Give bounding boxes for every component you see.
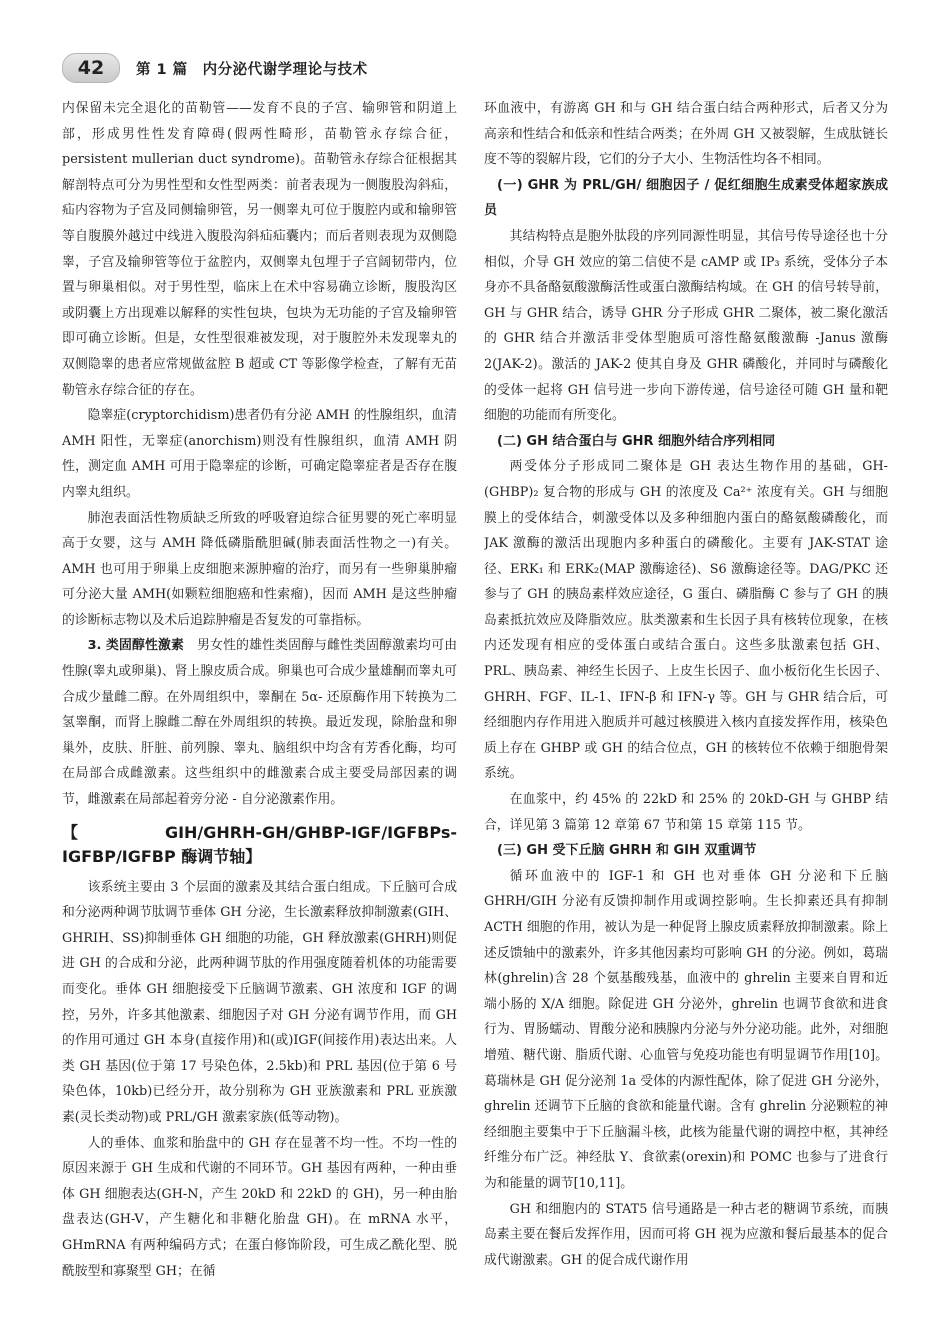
subsection-heading: (一) GHR 为 PRL/GH/ 细胞因子 / 促红细胞生成素受体超家族成员 <box>484 177 888 219</box>
page-header <box>62 52 368 84</box>
paragraph-text: 男女性的雄性类固醇与雌性类固醇激素均可由性腺(睾丸或卵巢)、肾上腺皮质合成。卵巢也可合成少量雄酮而睾丸可合成少量雌二醇。在外周组织中，睾酮在 5α- 还原酶作用下转换为二氢睾酮，而肾上腺雌二醇在外周组织的转换。最近发现，除胎盘和卵巢外，皮肤、肝脏、前列腺、睾丸、脑组织中均含有芳香化酶，均可在局部合成雌激素。这些组织中的雌激素合成主要受局部因素的调节，雌激素在局部起着旁分泌 - 自分泌激素作用。 <box>62 638 457 808</box>
running-head: 第 1 篇 内分泌代谢学理论与技术 <box>136 61 368 78</box>
paragraph: GH 和细胞内的 STAT5 信号通路是一种古老的糖调节系统，而胰岛素主要在餐后发挥作用，因而可将 GH 视为应激和餐后最基本的促合成代谢激素。GH 的促合成代谢作用 <box>484 1201 888 1268</box>
paragraph: 循环血液中的 IGF-1 和 GH 也对垂体 GH 分泌和下丘脑 GHRH/GIH 分泌有反馈抑制作用或调控影响。生长抑素还具有抑制 ACTH 细胞的作用，被认为是一种促肾上腺皮质素释放抑制激素。除上述反馈轴中的激素外，许多其他因素均可影响 GH 的分泌。例如，葛瑞林(ghrelin)含 28 个氨基酸残基，血液中的 ghrelin 主要来自胃和近端小肠的 X/A 细胞。除促进 GH 分泌外，ghrelin 也调节食欲和进食行为、胃肠蠕动、胃酸分泌和胰腺内分泌与外分泌功能。此外，对细胞增殖、糖代谢、脂质代谢、心血管与免疫功能也有明显调节作用[10]。葛瑞林是 GH 促分泌剂 1a 受体的内源性配体，除了促进 GH 分泌外，ghrelin 还调节下丘脑的食欲和能量代谢。含有 ghrelin 分泌颗粒的神经细胞主要集中于下丘脑漏斗核，此核为能量代谢的调控中枢，其神经纤维分布广泛。神经肽 Y、食欲素(orexin)和 POMC 也参与了进食行为和能量的调节[10,11]。 <box>484 868 888 1191</box>
subsection-heading: (二) GH 结合蛋白与 GHR 细胞外结合序列相同 <box>497 433 776 449</box>
section-title: 【GIH/GHRH-GH/GHBP-IGF/IGFBPs-IGFBP/IGFBP 酶调节轴】 <box>62 822 457 866</box>
paragraph: 人的垂体、血浆和胎盘中的 GH 存在显著不均一性。不均一性的原因来源于 GH 生成和代谢的不同环节。GH 基因有两种，一种由垂体 GH 细胞表达(GH-N，产生 20kD 和 22kD 的 GH)，另一种由胎盘表达(GH-V，产生糖化和非糖化胎盘 GH)。在 mRNA 水平，GHmRNA 有两种编码方式；在蛋白修饰阶段，可生成乙酰化型、脱酰胺型和寡聚型 GH；在循 <box>62 1135 457 1279</box>
left-column <box>62 96 457 1306</box>
paragraph: 该系统主要由 3 个层面的激素及其结合蛋白组成。下丘脑可合成和分泌两种调节肽调节垂体 GH 分泌，生长激素释放抑制激素(GIH、GHRIH、SS)抑制垂体 GH 细胞的功能，GH 释放激素(GHRH)则促进 GH 的合成和分泌，此两种调节肽的作用强度随着机体的功能需要而变化。垂体 GH 细胞接受下丘脑调节激素、GH 浓度和 IGF 的调控，另外，许多其他激素、细胞因子对 GH 分泌有调节作用，而 GH 的作用可通过 GH 本身(直接作用)和(或)IGF(间接作用)表达出来。人类 GH 基因(位于第 17 号染色体，2.5kb)和 PRL 基因(位于第 6 号染色体，10kb)已经分开，故分别称为 GH 亚族激素和 PRL 亚族激素(灵长类动物)或 PRL/GH 激素家族(低等动物)。 <box>62 879 457 1125</box>
paragraph: 肺泡表面活性物质缺乏所致的呼吸窘迫综合征男婴的死亡率明显高于女婴，这与 AMH 降低磷脂酰胆碱(肺表面活性物之一)有关。AMH 也可用于卵巢上皮细胞来源肿瘤的治疗，而另有一些卵巢肿瘤可分泌大量 AMH(如颗粒细胞癌和性索瘤)，因而 AMH 是这些肿瘤的诊断标志物以及术后追踪肿瘤是否复发的可靠指标。 <box>62 510 457 628</box>
paragraph: 两受体分子形成同二聚体是 GH 表达生物作用的基础，GH-(GHBP)₂ 复合物的形成与 GH 的浓度及 Ca²⁺ 浓度有关。GH 与细胞膜上的受体结合，刺激受体以及多种细胞内蛋白的酪氨酸磷酸化，而 JAK 激酶的激活出现胞内多种蛋白的磷酸化。主要有 JAK-STAT 途径、ERK₁ 和 ERK₂(MAP 激酶途径)、S6 激酶途径等。DAG/PKC 还参与了 GH 的胰岛素样效应途径，G 蛋白、磷脂酶 C 参与了 GH 的胰岛素抵抗效应及降脂效应。肽类激素和生长因子具有核转位现象，在核内还发现有相应的受体蛋白或结合蛋白。这些多肽激素包括 GH、PRL、胰岛素、神经生长因子、上皮生长因子、血小板衍化生长因子、GHRH、FGF、IL-1、IFN-β 和 IFN-γ 等。GH 与 GHR 结合后，可经细胞内存作用进入胞质并可越过核膜进入核内直接发挥作用，核染色质上存在 GHBP 或 GH 的结合位点，GH 的核转位不依赖于细胞骨架系统。 <box>484 459 888 782</box>
page-number: 42 <box>62 53 120 83</box>
paragraph: 其结构特点是胞外肽段的序列同源性明显，其信号传导途径也十分相似，介导 GH 效应的第二信使不是 cAMP 或 IP₃ 系统，受体分子本身亦不具备酪氨酸激酶活性或蛋白激酶结构域。在 GH 的信号转导前，GH 与 GHR 结合，诱导 GHR 分子形成 GHR 二聚体，被二聚化激活的 GHR 结合并激活非受体型胞质可溶性酪氨酸激酶 -Janus 激酶 2(JAK-2)。激活的 JAK-2 使其自身及 GHR 磷酸化，并同时与磷酸化的受体一起将 GH 信号进一步向下游传递，信号途径可随 GH 量和靶细胞的功能而有所变化。 <box>484 228 888 424</box>
paragraph: 内保留未完全退化的苗勒管——发育不良的子宫、输卵管和阴道上部，形成男性性发育障碍(假两性畸形，苗勒管永存综合征，persistent mullerian duct syndrome)。苗勒管永存综合征根据其解剖特点可分为男性型和女性型两类：前者表现为一侧腹股沟斜疝，疝内容物为子宫及同侧输卵管，另一侧睾丸可位于腹腔内或和输卵管等自腹膜外越过中线进入腹股沟斜疝疝囊内；而后者则表现为双侧隐睾，子宫及输卵管等位于盆腔内，双侧睾丸包埋于子宫阔韧带内，位置与卵巢相似。对于男性型，临床上在术中容易确立诊断，腹股沟区或阴囊上方出现难以解释的实性包块，包块为无功能的子宫及输卵管即可确立诊断。但是，女性型很难被发现，对于腹腔外未发现睾丸的双侧隐睾的患者应常规做盆腔 B 超或 CT 等影像学检查，了解有无苗勒管永存综合征的存在。 <box>62 101 457 398</box>
paragraph: 环血液中，有游离 GH 和与 GH 结合蛋白结合两种形式，后者又分为高亲和性结合和低亲和性结合两类；在外周 GH 又被裂解，生成肽链长度不等的裂解片段，它们的分子大小、生物活性均各不相同。 <box>484 101 888 168</box>
paragraph: 隐睾症(cryptorchidism)患者仍有分泌 AMH 的性腺组织，血清 AMH 阳性，无睾症(anorchism)则没有性腺组织，血清 AMH 阴性，测定血 AMH 可用于隐睾症的诊断，可确定隐睾症者是否存在腹内睾丸组织。 <box>62 408 457 500</box>
right-column <box>484 96 888 1306</box>
item-label: 3. 类固醇性激素 <box>87 638 185 654</box>
subsection-heading: (三) GH 受下丘脑 GHRH 和 GIH 双重调节 <box>497 843 757 859</box>
paragraph <box>62 633 457 812</box>
paragraph: 在血浆中，约 45% 的 22kD 和 25% 的 20kD-GH 与 GHBP 结合，详见第 3 篇第 12 章第 67 节和第 15 章第 115 节。 <box>484 792 888 833</box>
